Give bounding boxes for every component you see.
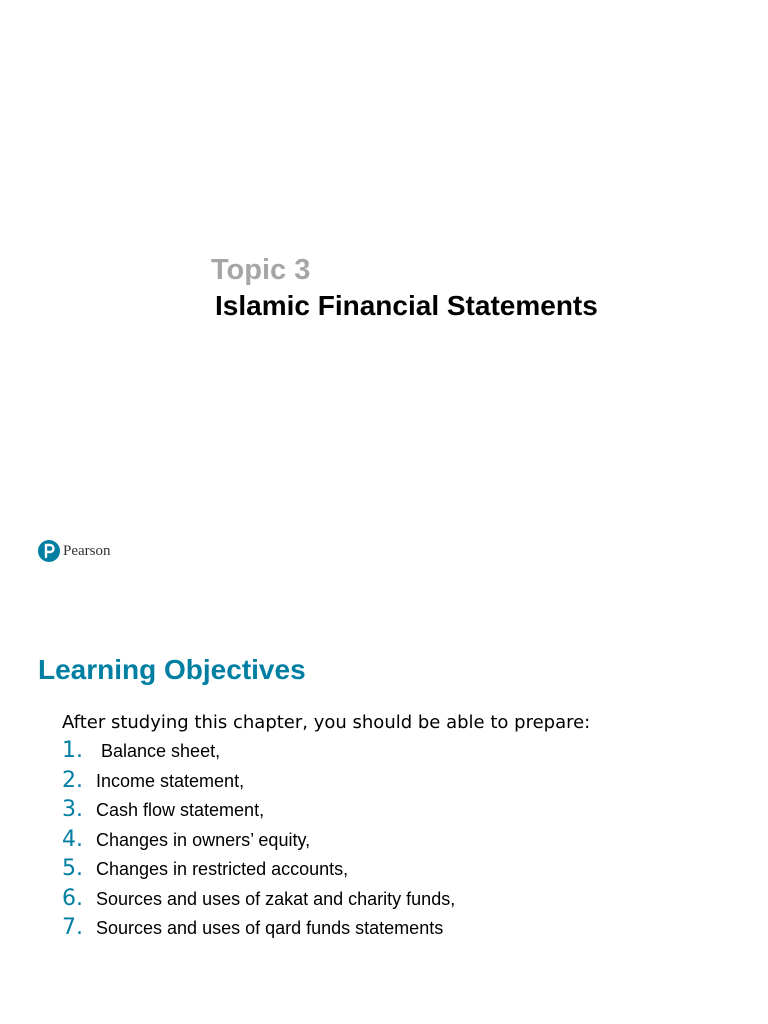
objectives-heading: Learning Objectives (38, 654, 306, 685)
objectives-intro: After studying this chapter, you should be able to prepare: (62, 712, 591, 733)
slide-title: Islamic Financial Statements (215, 290, 598, 321)
list-item (62, 856, 455, 886)
list-item (62, 768, 455, 798)
logo-wordmark: Pearson (63, 542, 111, 559)
list-text: Sources and uses of qard funds statements (96, 918, 444, 938)
list-number: 7. (62, 915, 83, 940)
list-item (62, 827, 455, 857)
pearson-p-icon (38, 540, 60, 562)
list-text: Balance sheet, (96, 741, 221, 761)
list-number: 3. (62, 797, 83, 822)
list-number: 6. (62, 885, 83, 911)
objectives-list (62, 738, 455, 945)
learning-objectives-slide (0, 590, 768, 1024)
topic-label: Topic 3 (211, 254, 311, 286)
list-number: 1. (62, 738, 83, 763)
list-text: Changes in restricted accounts, (96, 859, 349, 879)
list-text: Changes in owners’ equity, (96, 829, 311, 850)
list-item (62, 886, 455, 916)
list-text: Sources and uses of zakat and charity funds, (96, 888, 456, 909)
list-item (62, 797, 455, 827)
list-number: 4. (62, 826, 83, 852)
list-text: Cash flow statement, (96, 800, 265, 820)
list-item (62, 738, 455, 768)
list-item (62, 915, 455, 945)
list-text: Income statement, (96, 770, 245, 791)
list-number: 5. (62, 856, 83, 881)
pearson-logo (38, 540, 111, 562)
list-number: 2. (62, 767, 83, 793)
